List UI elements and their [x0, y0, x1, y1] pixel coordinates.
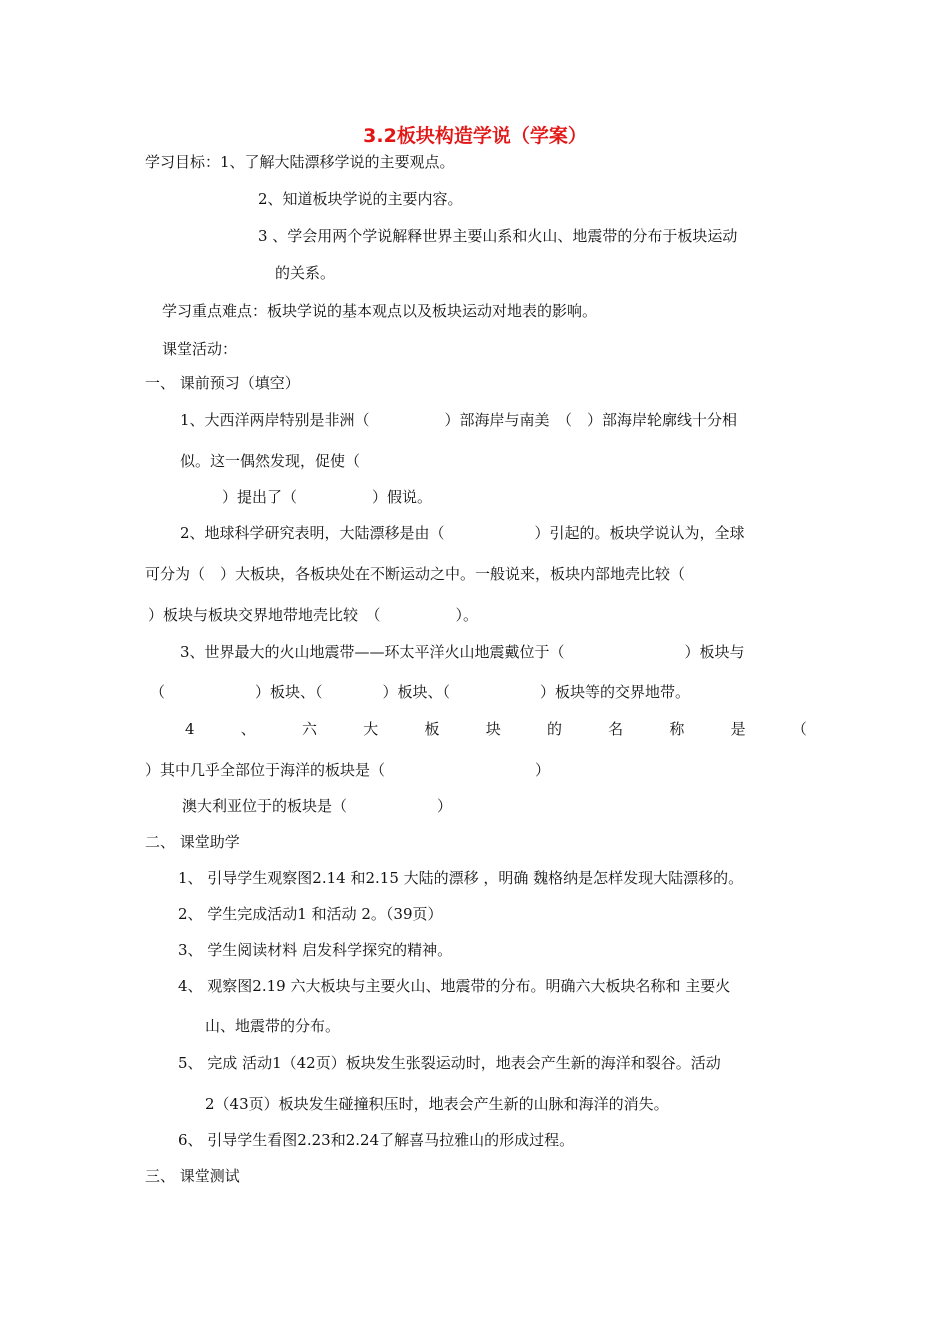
classroom-activity-label: 课堂活动：	[162, 340, 238, 358]
section-2-item-4: 4、 观察图2.19 六大板块与主要火山、地震带的分布。明确六大板块名称和 主要火	[178, 977, 731, 995]
q4-char: 、	[240, 720, 256, 738]
q4-char: 名	[608, 720, 624, 738]
question-1-line-2: 似。这一偶然发现，促使（	[180, 452, 361, 470]
q4-char: 是	[730, 720, 746, 738]
objective-1: 学习目标：1、了解大陆漂移学说的主要观点。	[145, 153, 455, 171]
section-2-item-5: 5、 完成 活动1（42页）板块发生张裂运动时，地表会产生新的海洋和裂谷。活动	[178, 1054, 721, 1072]
question-2-line-2: 可分为（ ）大板块，各板块处在不断运动之中。一般说来，板块内部地壳比较（	[145, 565, 686, 583]
question-2-line-1: 2、地球科学研究表明，大陆漂移是由（ ）引起的。板块学说认为，全球	[180, 524, 745, 542]
section-2-item-4-cont: 山、地震带的分布。	[205, 1017, 341, 1035]
q4-char: 六	[302, 720, 318, 738]
question-4-line-2: ）其中几乎全部位于海洋的板块是（ ）	[145, 761, 551, 779]
question-3-line-1: 3、世界最大的火山地震带——环太平洋火山地震戴位于（ ）板块与	[180, 643, 745, 661]
q4-char: （	[791, 720, 807, 738]
section-2-item-2: 2、 学生完成活动1 和活动 2。（39页）	[178, 905, 443, 923]
question-4-line-1	[185, 719, 807, 739]
objective-3-cont: 的关系。	[275, 264, 336, 282]
section-2-item-1: 1、 引导学生观察图2.14 和2.15 大陆的漂移 ，明确 魏格纳是怎样发现大陆漂移的。	[178, 869, 744, 887]
q4-char: 大	[363, 720, 379, 738]
section-2-heading: 二、 课堂助学	[145, 833, 240, 851]
section-2-item-5-cont: 2（43页）板块发生碰撞积压时，地表会产生新的山脉和海洋的消失。	[205, 1095, 669, 1113]
question-4-line-3: 澳大利亚位于的板块是（ ）	[182, 797, 453, 815]
q4-char: 板	[424, 720, 440, 738]
objective-3: 3 、学会用两个学说解释世界主要山系和火山、地震带的分布于板块运动	[258, 227, 738, 245]
question-2-line-3: ）板块与板块交界地带地壳比较 （ ）。	[148, 606, 479, 624]
question-1-line-3: ）提出了（ ）假说。	[222, 488, 433, 506]
section-3-heading: 三、 课堂测试	[145, 1167, 240, 1185]
q4-char: 4	[185, 720, 195, 738]
q4-char: 的	[546, 720, 562, 738]
section-1-heading: 一、 课前预习（填空）	[145, 374, 300, 392]
objective-2: 2、知道板块学说的主要内容。	[258, 190, 463, 208]
document-title: 3.2板块构造学说（学案）	[363, 125, 587, 147]
key-points: 学习重点难点：板块学说的基本观点以及板块运动对地表的影响。	[162, 302, 598, 320]
question-1-line-1: 1、大西洋两岸特别是非洲（ ）部海岸与南美 （ ）部海岸轮廓线十分相	[180, 411, 738, 429]
question-3-line-2: （ ）板块、（ ）板块、（ ）板块等的交界地带。	[150, 683, 691, 701]
section-2-item-6: 6、 引导学生看图2.23和2.24了解喜马拉雅山的形成过程。	[178, 1131, 575, 1149]
q4-char: 称	[669, 720, 685, 738]
q4-char: 块	[485, 720, 501, 738]
section-2-item-3: 3、 学生阅读材料 启发科学探究的精神。	[178, 941, 453, 959]
